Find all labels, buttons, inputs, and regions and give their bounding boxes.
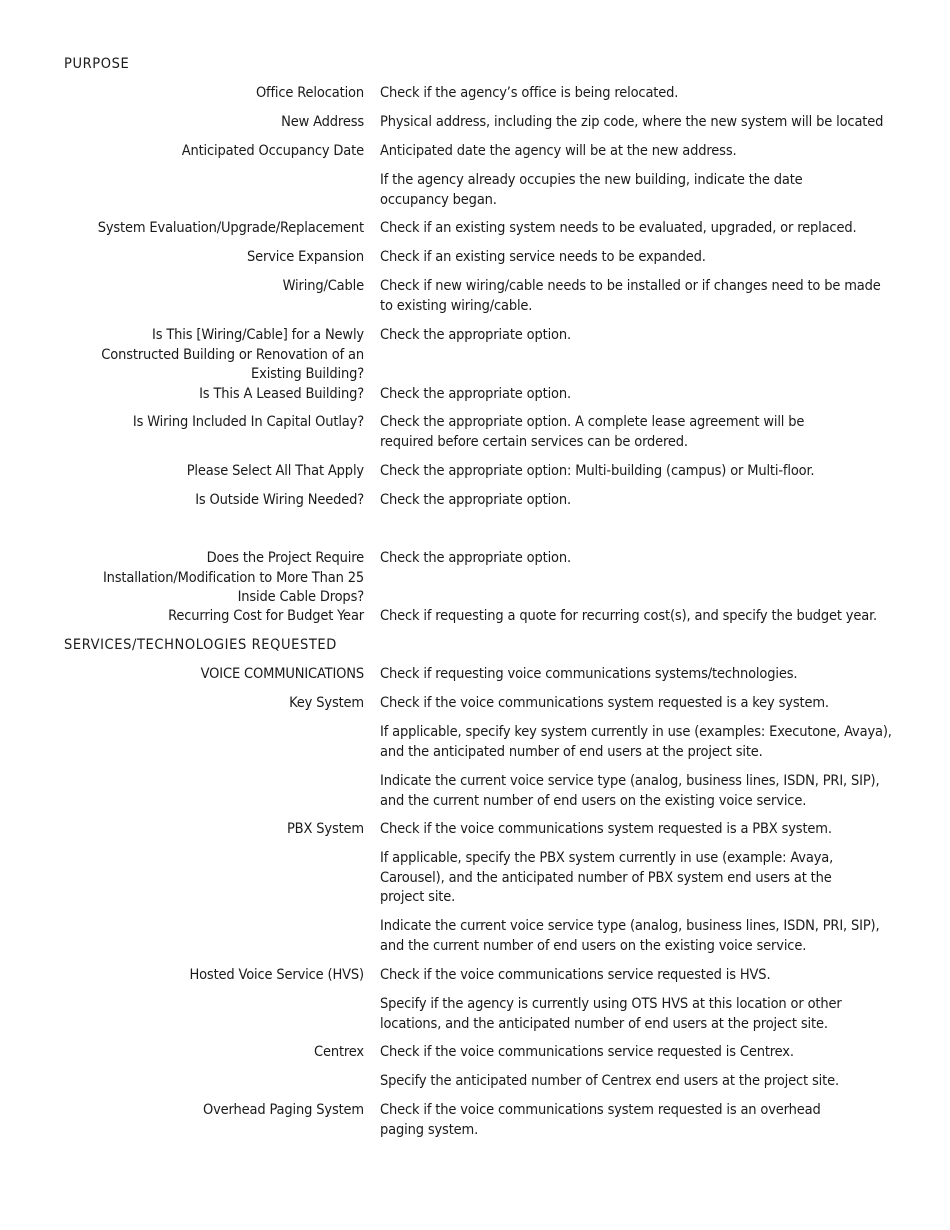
field-description: If applicable, specify the PBX system currently in use (example: Avaya, Carousel), and the anticipated number of PBX system end users at the project site. (380, 850, 834, 905)
field-label: Key System (289, 695, 364, 711)
field-description: Check the appropriate option. (380, 550, 571, 566)
field-label: Office Relocation (255, 85, 364, 101)
field-description: Check if new wiring/cable needs to be installed or if changes need to be made to existing wiring/cable. (380, 278, 881, 314)
field-description: Anticipated date the agency will be at the new address. (380, 143, 737, 159)
field-description: Indicate the current voice service type (analog, business lines, ISDN, PRI, SIP), and the current number of end users on the existing voice service. (380, 918, 880, 954)
field-label: PBX System (286, 821, 364, 837)
section-heading-services: SERVICES/TECHNOLOGIES REQUESTED (64, 637, 337, 653)
field-label: System Evaluation/Upgrade/Replacement (97, 220, 364, 236)
field-description: Check if the voice communications system requested is a key system. (380, 695, 829, 711)
section-heading-purpose: PURPOSE (64, 56, 130, 72)
field-label: Hosted Voice Service (HVS) (189, 967, 364, 983)
field-description: If the agency already occupies the new building, indicate the date occupancy began. (380, 172, 803, 208)
field-label: Is Outside Wiring Needed? (195, 492, 364, 508)
field-description: Check if requesting a quote for recurring cost(s), and specify the budget year. (380, 608, 877, 624)
field-description: Check if an existing service needs to be expanded. (380, 249, 706, 265)
field-label: VOICE COMMUNICATIONS (200, 666, 364, 682)
field-label: Recurring Cost for Budget Year (168, 608, 364, 624)
field-label: Anticipated Occupancy Date (181, 143, 364, 159)
field-description: Specify the anticipated number of Centrex end users at the project site. (380, 1073, 839, 1089)
field-label: Service Expansion (247, 249, 364, 265)
field-description: Check the appropriate option. (380, 386, 571, 402)
field-description: Check if the agency’s office is being relocated. (380, 85, 679, 101)
field-description: Physical address, including the zip code, where the new system will be located (380, 114, 884, 130)
field-description: If applicable, specify key system currently in use (examples: Executone, Avaya), and the anticipated number of end users at the project site. (380, 724, 892, 760)
field-label: Overhead Paging System (203, 1102, 364, 1118)
field-description: Check the appropriate option. (380, 327, 571, 343)
field-description: Check if an existing system needs to be evaluated, upgraded, or replaced. (380, 220, 857, 236)
field-description: Check if requesting voice communications systems/technologies. (380, 666, 798, 682)
field-label: Is This A Leased Building? (199, 386, 364, 402)
field-label: Is Wiring Included In Capital Outlay? (132, 414, 364, 430)
field-description: Check if the voice communications system requested is a PBX system. (380, 821, 832, 837)
field-description: Check the appropriate option. A complete lease agreement will be required before certain services can be ordered. (380, 414, 805, 450)
field-description: Check if the voice communications service requested is Centrex. (380, 1044, 794, 1060)
field-label: Is This [Wiring/Cable] for a Newly Constructed Building or Renovation of an Existing Building? (101, 327, 364, 382)
field-description: Specify if the agency is currently using OTS HVS at this location or other locations, and the anticipated number of end users at the project site. (380, 996, 842, 1032)
field-description: Check the appropriate option. (380, 492, 571, 508)
field-label: Does the Project Require Installation/Modification to More Than 25 Inside Cable Drops? (102, 550, 364, 605)
field-description: Check if the voice communications service requested is HVS. (380, 967, 771, 983)
field-label: Wiring/Cable (282, 278, 364, 294)
field-label: Centrex (313, 1044, 364, 1060)
field-description: Check if the voice communications system requested is an overhead paging system. (380, 1102, 821, 1138)
field-label: New Address (281, 114, 364, 130)
field-description: Check the appropriate option: Multi-building (campus) or Multi-floor. (380, 463, 815, 479)
field-label: Please Select All That Apply (186, 463, 364, 479)
field-description: Indicate the current voice service type (analog, business lines, ISDN, PRI, SIP), and the current number of end users on the existing voice service. (380, 773, 880, 809)
